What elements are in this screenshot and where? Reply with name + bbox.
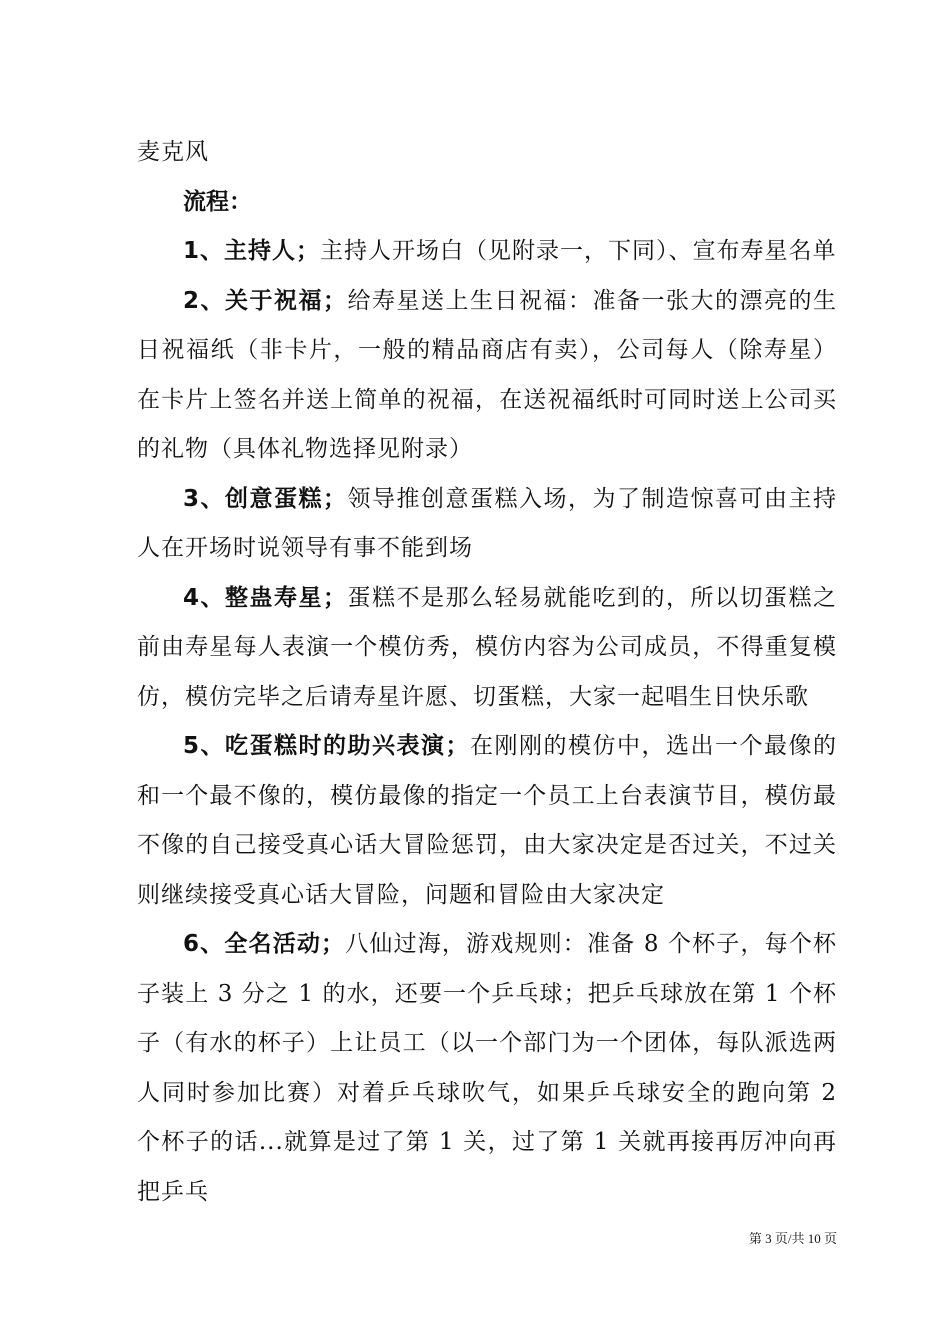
- list-item: [137, 475, 837, 574]
- item-text: 八仙过海，游戏规则：准备 8 个杯子，每个杯子装上 3 分之 1 的水，还要一个乒乓球；把乒乓球放在第 1 个杯子（有水的杯子）上让员工（以一个部门为一个团体，每队派选两人同时参加比赛）对着乒乓球吹气，如果乒乓球安全的跑向第 2 个杯子的话...就算是过了第 1 关，过了第 1 关就再接再厉冲向再把乒乓: [137, 931, 837, 1205]
- item-lead: 2、关于祝福；: [183, 287, 347, 314]
- list-item: [137, 277, 837, 475]
- page-number: 第 3 页/共 10 页: [748, 1231, 837, 1246]
- item-text: 领导推创意蛋糕入场，为了制造惊喜可由主持人在开场时说领导有事不能到场: [137, 485, 837, 561]
- item-text: 给寿星送上生日祝福：准备一张大的漂亮的生日祝福纸（非卡片，一般的精品商店有卖），公司每人（除寿星）在卡片上签名并送上简单的祝福，在送祝福纸时可同时送上公司买的礼物（具体礼物选择见附录）: [137, 287, 837, 462]
- list-item: [137, 920, 837, 1217]
- document-body: [137, 128, 837, 1217]
- item-lead: 3、创意蛋糕；: [183, 485, 347, 512]
- list-item: [137, 574, 837, 723]
- list-item: [137, 227, 837, 277]
- section-heading: 流程：: [183, 188, 252, 215]
- item-lead: 1、主持人；: [183, 238, 321, 264]
- item-lead: 4、整蛊寿星；: [183, 584, 347, 611]
- intro-line: 麦克风: [137, 139, 209, 165]
- item-text: 在刚刚的模仿中，选出一个最像的和一个最不像的，模仿最像的指定一个员工上台表演节目，模仿最不像的自己接受真心话大冒险惩罚，由大家决定是否过关，不过关则继续接受真心话大冒险，问题和冒险由大家决定: [137, 733, 837, 908]
- item-text: 蛋糕不是那么轻易就能吃到的，所以切蛋糕之前由寿星每人表演一个模仿秀，模仿内容为公司成员，不得重复模仿，模仿完毕之后请寿星许愿、切蛋糕，大家一起唱生日快乐歌: [137, 584, 837, 710]
- item-lead: 5、吃蛋糕时的助兴表演；: [183, 733, 470, 759]
- item-lead: 6、全名活动；: [183, 931, 346, 957]
- list-item: [137, 722, 837, 920]
- item-text: 主持人开场白（见附录一，下同）、宣布寿星名单: [320, 238, 837, 264]
